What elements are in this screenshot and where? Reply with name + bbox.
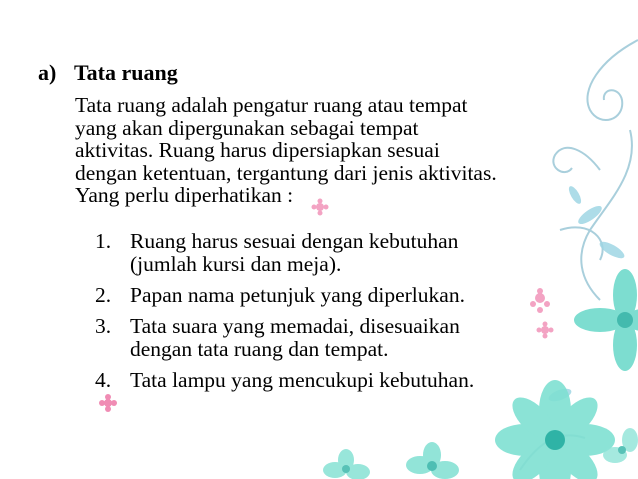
list-item-text: dengan tata ruang dan tempat. xyxy=(130,337,389,361)
list-item-text: Tata suara yang memadai, disesuaikan xyxy=(130,314,460,338)
paragraph-line: Tata ruang adalah pengatur ruang atau tempat xyxy=(75,93,468,117)
list-item xyxy=(95,369,615,392)
paragraph-line: dengan ketentuan, tergantung dari jenis aktivitas. xyxy=(75,160,497,185)
requirements-list xyxy=(95,230,615,400)
section-title: Tata ruang xyxy=(74,60,178,85)
list-item-number: 1. xyxy=(95,229,112,253)
section-heading xyxy=(38,60,178,86)
list-item-text: Ruang harus sesuai dengan kebutuhan xyxy=(130,229,459,253)
teal-flower-icon xyxy=(323,449,370,479)
paragraph-line: Yang perlu diperhatikan : xyxy=(75,183,294,207)
paragraph-line: yang akan dipergunakan sebagai tempat xyxy=(75,115,419,140)
list-item-text: (jumlah kursi dan meja). xyxy=(130,252,342,276)
list-item-number: 2. xyxy=(95,283,112,307)
section-marker: a) xyxy=(38,60,57,85)
intro-paragraph xyxy=(75,94,615,207)
list-item-number: 4. xyxy=(95,368,112,392)
list-item xyxy=(95,284,615,307)
list-item xyxy=(95,315,615,361)
teal-flower-icon xyxy=(603,428,638,463)
teal-flower-icon xyxy=(406,442,459,479)
list-item-text: Papan nama petunjuk yang diperlukan. xyxy=(130,283,465,307)
list-item-text: Tata lampu yang mencukupi kebutuhan. xyxy=(130,368,475,392)
paragraph-line: aktivitas. Ruang harus dipersiapkan sesuai xyxy=(75,138,440,162)
list-item-number: 3. xyxy=(95,314,112,338)
list-item xyxy=(95,230,615,276)
